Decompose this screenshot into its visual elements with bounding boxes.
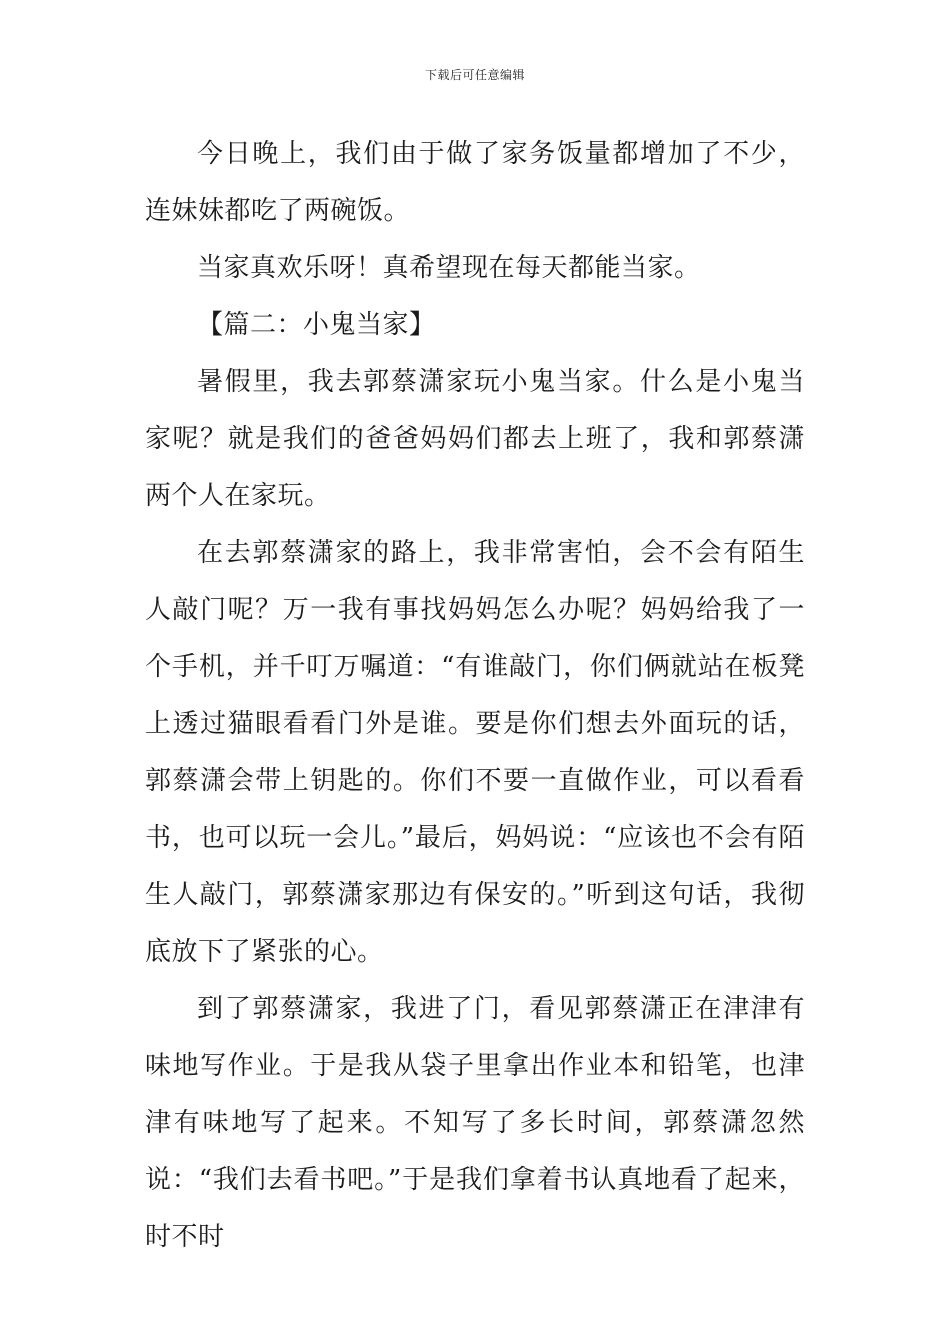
paragraph-5: 到了郭蔡潇家，我进了门，看见郭蔡潇正在津津有味地写作业。于是我从袋子里拿出作业本和铅笔，也津津有味地写了起来。不知写了多长时间，郭蔡潇忽然说：“我们去看书吧。”于是我们拿着书认真地看了起来，时不时 bbox=[145, 994, 805, 1252]
paragraph-4: 在去郭蔡潇家的路上，我非常害怕，会不会有陌生人敲门呢？万一我有事找妈妈怎么办呢？妈妈给我了一个手机，并千叮万嘱道：“有谁敲门，你们俩就站在板凳上透过猫眼看看门外是谁。要是你们想去外面玩的话，郭蔡潇会带上钥匙的。你们不要一直做作业，可以看看书，也可以玩一会儿。”最后，妈妈说：“应该也不会有陌生人敲门，郭蔡潇家那边有保安的。”听到这句话，我彻底放下了紧张的心。 bbox=[145, 538, 805, 967]
paragraph-1: 今日晚上，我们由于做了家务饭量都增加了不少，连妹妹都吃了两碗饭。 bbox=[145, 139, 805, 226]
page-header: 下载后可任意编辑 bbox=[424, 68, 525, 82]
section-heading: 【篇二：小鬼当家】 bbox=[197, 310, 436, 340]
paragraph-2: 当家真欢乐呀！真希望现在每天都能当家。 bbox=[197, 253, 701, 283]
document-body bbox=[145, 126, 805, 1266]
paragraph-3: 暑假里，我去郭蔡潇家玩小鬼当家。什么是小鬼当家呢？就是我们的爸爸妈妈们都去上班了，我和郭蔡潇两个人在家玩。 bbox=[145, 367, 805, 511]
